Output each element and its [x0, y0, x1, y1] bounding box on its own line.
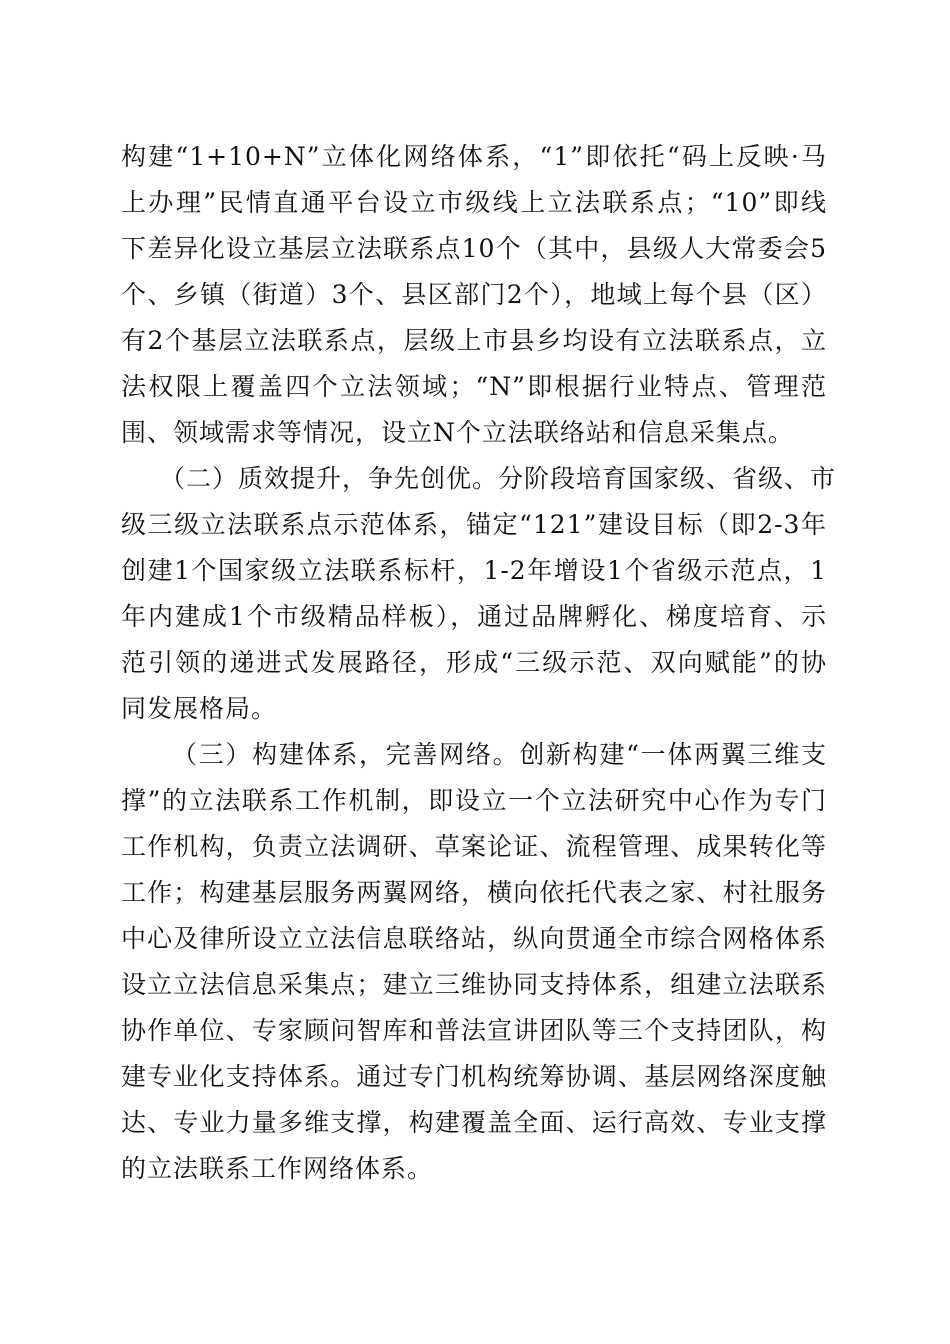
text-line: 年内建成1个市级精品样板），通过品牌孵化、梯度培育、示	[121, 602, 827, 631]
text-line: 工作；构建基层服务两翼网络，横向依托代表之家、村社服务	[121, 878, 827, 907]
text-line: （二）质效提升，争先创优。分阶段培育国家级、省级、市	[160, 464, 837, 493]
text-line: 的立法联系工作网络体系。	[121, 1154, 434, 1183]
text-line: 有2个基层立法联系点，层级上市县乡均设有立法联系点，立	[121, 326, 827, 355]
text-line: 协作单位、专家顾问智库和普法宣讲团队等三个支持团队，构	[121, 1016, 827, 1045]
text-line: 法权限上覆盖四个立法领域；“N”即根据行业特点、管理范	[121, 372, 827, 401]
text-line: 上办理”民情直通平台设立市级线上立法联系点；“10”即线	[121, 188, 827, 217]
text-line: 构建“1+10+N”立体化网络体系，“1”即依托“码上反映·马	[121, 142, 827, 171]
text-line: 下差异化设立基层立法联系点10个（其中，县级人大常委会5	[121, 234, 827, 263]
text-line: 工作机构，负责立法调研、草案论证、流程管理、成果转化等	[121, 832, 827, 861]
text-line: 个、乡镇（街道）3个、县区部门2个），地域上每个县（区）	[121, 280, 827, 309]
text-line: 达、专业力量多维支撑，构建覆盖全面、运行高效、专业支撑	[121, 1108, 827, 1137]
text-line: 级三级立法联系点示范体系，锚定“121”建设目标（即2-3年	[121, 510, 827, 539]
text-line: （三）构建体系，完善网络。创新构建“一体两翼三维支	[172, 740, 827, 769]
text-line: 创建1个国家级立法联系标杆，1-2年增设1个省级示范点，1	[121, 556, 827, 585]
text-line: 范引领的递进式发展路径，形成“三级示范、双向赋能”的协	[121, 648, 827, 677]
text-line: 撑”的立法联系工作机制，即设立一个立法研究中心作为专门	[121, 786, 827, 815]
text-line: 中心及律所设立立法信息联络站，纵向贯通全市综合网格体系	[121, 924, 827, 953]
text-line: 围、领域需求等情况，设立N个立法联络站和信息采集点。	[121, 418, 794, 447]
text-line: 建专业化支持体系。通过专门机构统筹协调、基层网络深度触	[121, 1062, 827, 1091]
text-line: 设立立法信息采集点；建立三维协同支持体系，组建立法联系	[121, 970, 827, 999]
text-line: 同发展格局。	[121, 694, 278, 723]
